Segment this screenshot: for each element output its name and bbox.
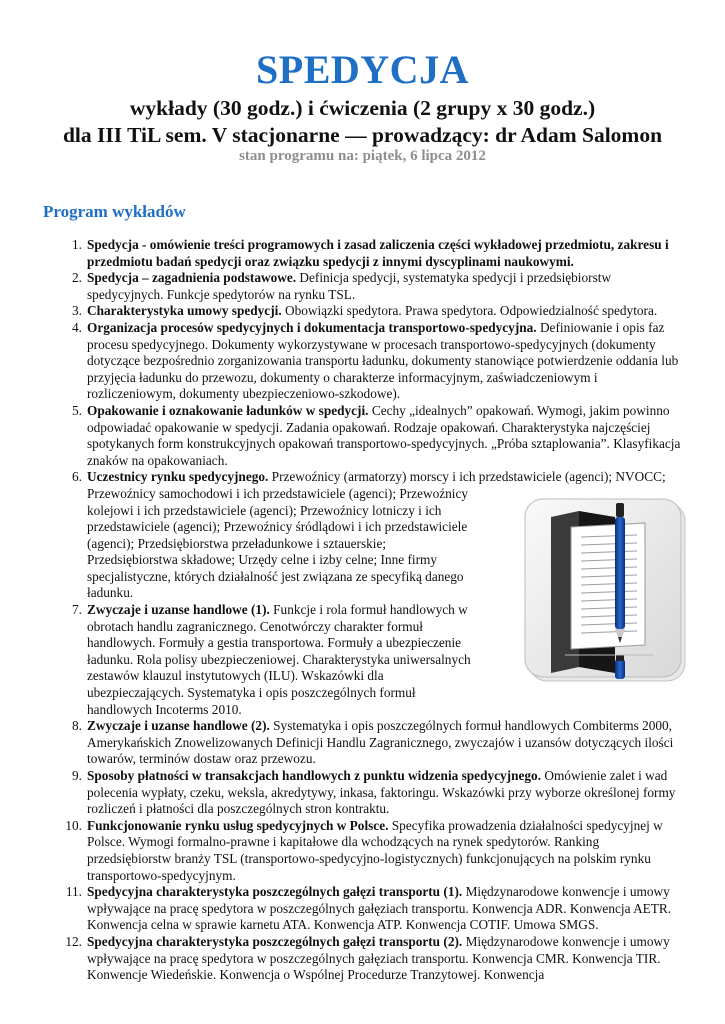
item-topic: Uczestnicy rynku spedycyjnego.: [87, 469, 269, 485]
item-topic: Spedycyjna charakterystyka poszczególnych gałęzi transportu (2).: [87, 933, 463, 949]
list-item: [60, 718, 682, 768]
program-status: stan programu na: piątek, 6 lipca 2012: [239, 148, 486, 164]
item-description: Definicja spedycji, systematyka spedycji i przedsiębiorstw spedycyjnych. Funkcje spedytorów na rynku TSL.: [87, 270, 612, 302]
section-heading-lectures: Program wykładów: [43, 202, 186, 221]
item-description: Definiowanie i opis faz procesu spedycyjnego. Dokumenty wykorzystywane w procesach transportowo-spedycyjnych (dokumenty dotyczące bezpośrednio zorganizowania transportu ładunku, dokumenty stanowiące potwierdzenie oddania lub przyjęcia ładunku do przewozu, dokumenty o charakterze informacyjnym, zaświadczeniowym i rozliczeniowym, dokumenty ubezpieczeniowo-szkodowe).: [87, 319, 679, 402]
item-number: 7.: [72, 602, 82, 618]
item-description-rest: Przewoźnicy kolejowi i ich przedstawiciele (agenci); Przewoźnicy lotniczy i ich przedstawiciele (agenci); Przewoźnicy śródlądowi i ich przedstawiciele (agenci); Przedsiębiorstwa przeładunkowe i sztauerskie; Przedsiębiorstwa składowe; Urzędy celne i izby celne; Inne firmy specjalistyczne, których działalność jest związana ze specyfiką danego ładunku.: [87, 485, 469, 601]
item-description: Funkcje i rola formuł handlowych w obrotach handlu zagranicznego. Cenotwórczy charakter formuł handlowych. Formuły a gestia transportowa. Formuły a ubezpieczenie ładunku. Rola polisy ubezpieczeniowej. Charakterystyka uniwersalnych zestawów klauzul instytutowych (ILU). Wskazówki dla ubezpieczających. Systematyka i opis poszczególnych formuł handlowych Incoterms 2010.: [87, 602, 471, 717]
list-item: [60, 237, 682, 270]
item-topic: Spedycja – zagadnienia podstawowe.: [87, 270, 297, 286]
item-description: Specyfika prowadzenia działalności spedycyjnej w Polsce. Wymogi formalno-prawne i kapitałowe dla wchodzących na rynek spedytorów. Ranking przedsiębiorstw branży TSL (transportowo-spedycyjno-logistycznych) funkcjonujących na polskim rynku transportowo-spedycyjnym.: [87, 817, 663, 883]
item-description: Cechy „idealnych” opakowań. Wymogi, jakim powinno odpowiadać opakowanie w spedycji. Zadania opakowań. Rodzaje opakowań. Charakterystyka najczęściej spotykanych form konstrukcyjnych opakowań transportowo-spedycyjnych. „Próba sztaplowania”. Klasyfikacja znaków na opakowaniach.: [87, 402, 681, 468]
subtitle-line-2: dla III TiL sem. V stacjonarne — prowadzący: dr Adam Salomon: [62, 123, 663, 147]
item-number: 1.: [72, 237, 82, 252]
item-topic: Zwyczaje i uzanse handlowe (1).: [87, 602, 270, 618]
item-description: Międzynarodowe konwencje i umowy wpływające na pracę spedytora w poszczególnych gałęziach transportu. Konwencja ADR. Konwencja AETR. Konwencja celna w sprawie karnetu ATA. Konwencja ATP. Konwencja COTIF. Umowa SMGS.: [87, 884, 672, 933]
subtitle-line-1: wykłady (30 godz.) i ćwiczenia (2 grupy x 30 godz.): [129, 96, 596, 120]
item-number: 9.: [72, 768, 82, 783]
list-item: [60, 934, 682, 984]
item-number: 10.: [65, 817, 82, 833]
item-number: 8.: [72, 718, 82, 734]
item-number: 6.: [72, 469, 82, 485]
item-topic: Sposoby płatności w transakcjach handlowych z punktu widzenia spedycyjnego.: [87, 768, 542, 783]
list-item: [60, 303, 682, 320]
item-description: Międzynarodowe konwencje i umowy wpływające na pracę spedytora w poszczególnych gałęziach transportu. Konwencja CMR. Konwencja TIR. Konwencje Wiedeńskie. Konwencja o Wspólnej Procedurze Tranzytowej. Konwencja: [87, 933, 670, 983]
item-topic: Spedycja - omówienie treści programowych i zasad zaliczenia części wykładowej przedmiotu, zakresu i przedmiotu badań spedycji oraz związku spedycji z innymi dyscyplinami naukowymi.: [87, 237, 669, 269]
list-item: [60, 270, 682, 303]
item-number: 5.: [72, 402, 82, 418]
item-topic: Funkcjonowanie rynku usług spedycyjnych w Polsce.: [87, 817, 389, 833]
item-topic: Charakterystyka umowy spedycji.: [87, 303, 282, 319]
list-item: [60, 884, 682, 934]
list-item: [60, 768, 682, 818]
list-item: [60, 818, 682, 884]
item-number: 3.: [72, 303, 82, 319]
list-item: [60, 403, 682, 469]
item-number: 2.: [72, 270, 82, 286]
list-item: [60, 320, 682, 403]
document-with-pen-icon: [523, 497, 691, 687]
item-number: 11.: [65, 884, 82, 900]
item-topic: Opakowanie i oznakowanie ładunków w spedycji.: [87, 402, 369, 418]
document-title: SPEDYCJA: [256, 47, 469, 92]
item-topic: Zwyczaje i uzanse handlowe (2).: [87, 718, 270, 734]
item-number: 12.: [65, 933, 82, 949]
item-number: 4.: [72, 319, 82, 335]
item-description: Omówienie zalet i wad polecenia wypłaty, czeku, weksla, akredytywy, inkasa, faktoringu. Wskazówki przy wyborze określonej formy rozliczeń i płatności dla poszczególnych stron kontraktu.: [87, 768, 676, 817]
item-topic: Spedycyjna charakterystyka poszczególnych gałęzi transportu (1).: [87, 884, 463, 900]
item-description-prefix: Przewoźnicy (armatorzy) morscy i ich przedstawiciele (agenci); NVOCC; Przewoźnicy samochodowi i ich przedstawiciele (agenci);: [87, 469, 666, 501]
item-description: Systematyka i opis poszczególnych formuł handlowych Combiterms 2000, Amerykańskich Znowelizowanych Definicji Handlu Zagranicznego, zwyczajów i uzansów dotyczących ilości towarów, terminów dostaw oraz przewozu.: [87, 718, 674, 767]
item-description: Obowiązki spedytora. Prawa spedytora. Odpowiedzialność spedytora.: [281, 303, 658, 319]
item-topic: Organizacja procesów spedycyjnych i dokumentacja transportowo-spedycyjna.: [87, 319, 537, 335]
